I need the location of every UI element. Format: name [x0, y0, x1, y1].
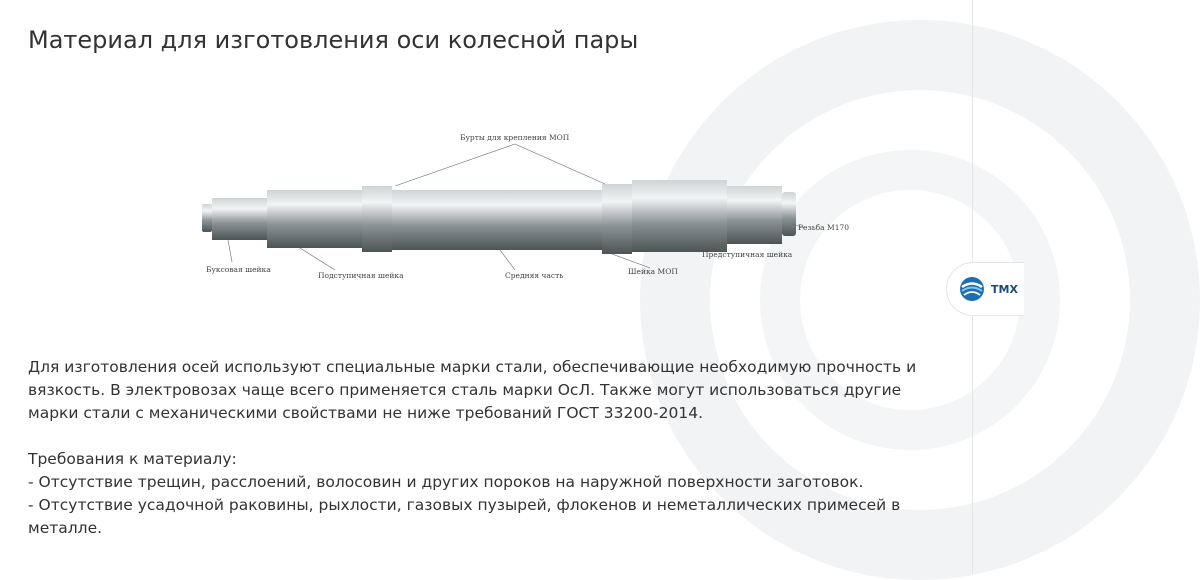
paragraph-line: вязкость. В электровозах чаще всего применяется сталь марки ОсЛ. Также могут использоваться другие: [28, 381, 902, 399]
axle-collar-right: [602, 184, 632, 254]
logo-tab: [946, 262, 1024, 316]
axle-diagram: [180, 120, 850, 300]
paragraph-line: Для изготовления осей используют специальные марки стали, обеспечивающие необходимую прочность и: [28, 358, 917, 376]
axle-prehub-left: [267, 190, 362, 248]
label-thread: Резьба М170: [798, 223, 850, 232]
logo-text: ТМХ: [991, 282, 1018, 296]
tmh-logo-icon: [959, 276, 985, 302]
axle-journal-right: [727, 186, 782, 244]
axle-end-right: [782, 192, 796, 236]
requirement-item: металле.: [28, 519, 103, 537]
axle-prehub-right: [632, 180, 727, 252]
paragraph-line: марки стали с механическими свойствами не ниже требований ГОСТ 33200-2014.: [28, 404, 704, 422]
label-pre-hub: Подступичная шейка: [318, 271, 404, 280]
label-pre-hub-right: Предступичная шейка: [702, 250, 793, 259]
body-text: [28, 356, 928, 540]
label-journal: Буксовая шейка: [206, 265, 271, 274]
axle-journal-left: [212, 198, 267, 240]
axle-middle: [392, 190, 602, 250]
label-middle: Средняя часть: [505, 271, 564, 280]
label-mop-neck: Шейка МОП: [628, 267, 678, 276]
axle-collar-left: [362, 186, 392, 252]
requirement-item: - Отсутствие трещин, расслоений, волосовин и других пороков на наружной поверхности заготовок.: [28, 473, 864, 491]
label-mop-collars: Бурты для крепления МОП: [460, 133, 570, 142]
requirements-heading: Требования к материалу:: [28, 450, 237, 468]
requirement-item: - Отсутствие усадочной раковины, рыхлости, газовых пузырей, флокенов и неметаллических примесей в: [28, 496, 901, 514]
axle-end-left: [202, 204, 212, 232]
page-title: Материал для изготовления оси колесной пары: [28, 26, 639, 54]
